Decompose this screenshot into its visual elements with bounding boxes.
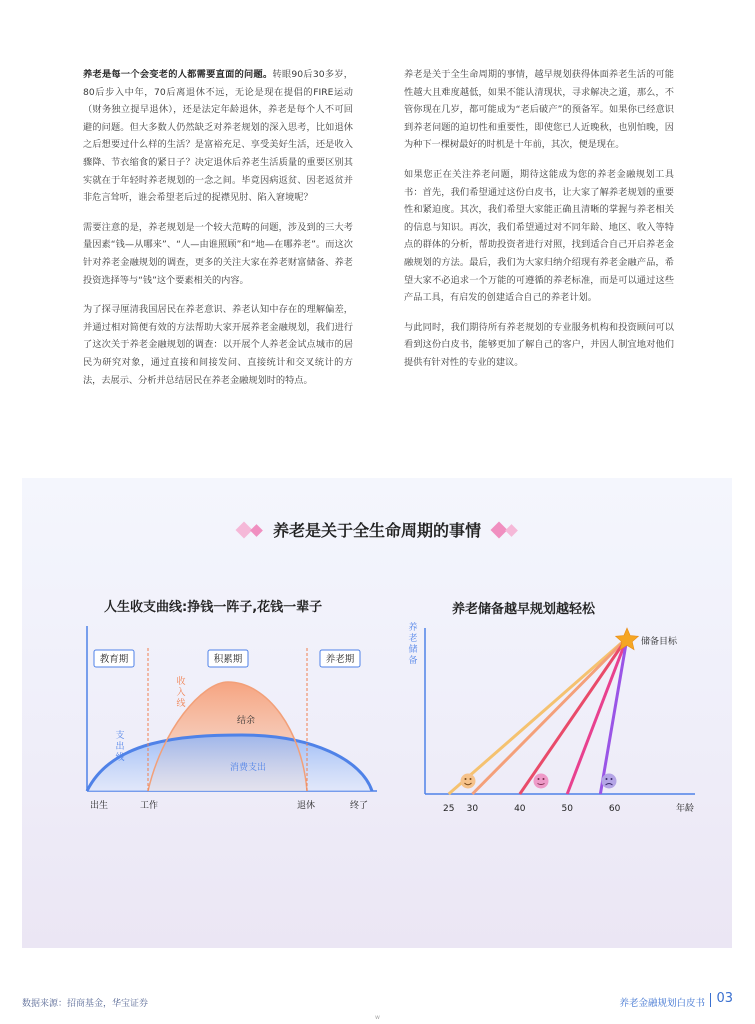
x-ticks [443,804,621,814]
chart2-y-label: 养老储备 [408,623,418,666]
x-label-end: 终了 [349,801,369,811]
x-label-birth: 出生 [89,801,109,811]
target-label: 储备目标 [641,637,678,647]
planning-line-50 [567,638,627,794]
income-line-label: 收入线 [176,677,186,709]
lead-sentence: 养老是每一个会变老的人都需要直面的问题。 [83,69,273,80]
planning-age-chart [397,620,717,820]
intro-column-left [83,66,353,401]
paragraph-3: 为了探寻厘清我国居民在养老意识、养老认知中存在的理解偏差，并通过相对简便有效的方法帮助大家开展养老金融规划，我们进行了这次关于养老金融规划的调查：以开展个人养老金试点城市的居民为研究对象，通过直接和间接发问、直接统计和交叉统计的方法，去展示、分析并总结居民在养老金融规划时的特点。 [83,304,353,386]
section-heading [22,518,732,541]
phase-accumulation: 积累期 [213,654,243,665]
intro-column-right [404,66,674,384]
heading-text: 养老是关于全生命周期的事情 [272,521,481,540]
diamond-right-icon-2 [505,524,518,537]
chart2-title: 养老储备越早规划越轻松 [452,602,596,617]
planning-line-25 [449,638,627,794]
footer-divider [710,993,711,1007]
phase-retirement: 养老期 [325,654,355,665]
phase-education: 教育期 [99,654,129,665]
x-tick-60: 60 [608,804,621,814]
paragraph-6: 与此同时，我们期待所有养老规划的专业服务机构和投资顾问可以看到这份白皮书，能够更加了解自己的客户，并因人制宜地对他们提供有针对性的专业的建议。 [404,321,674,368]
paragraph-1 [83,66,353,207]
x-tick-30: 30 [466,804,479,814]
page-number: 03 [716,991,733,1006]
diamond-left-icon-2 [251,524,264,537]
footer-mark: w [375,1014,380,1021]
neutral-face-icon [534,774,549,789]
paragraph-5: 如果您正在关注养老问题，期待这能成为您的养老金融规划工具书：首先，我们希望通过这份白皮书，让大家了解养老规划的重要性和紧迫度。其次，我们希望大家能正确且清晰的掌握与养老相关的信息与知识。再次，我们希望通过对不同年龄、地区、收入等特点的群体的分析，帮助投资者进行对照，找到适合自己开启养老金融规划的方法。最后，我们为大家归纳介绍现有养老金融产品，希望大家不必追求一个万能的可遵循的养老标准，而是可以通过这些产品工具，有启发的创建适合自己的养老计划。 [404,168,674,304]
consumption-label: 消费支出 [229,763,267,773]
x-label-retire: 退休 [296,801,316,811]
income-expense-chart [72,620,392,820]
footer-doc-title: 养老金融规划白皮书 [619,998,705,1009]
surplus-label: 结余 [236,716,256,726]
chart2-x-label: 年龄 [675,804,695,814]
expense-line-label: 支出线 [115,731,125,763]
happy-face-icon [461,774,476,789]
paragraph-1-body: 转眼90后30多岁，80后步入中年，70后离退休不远，无论是现在提倡的FIRE运动（财务独立提早退休），还是法定年龄退休，养老是每个人不可回避的问题。但大多数人仍然缺乏对养老规划的深入思考，比如退休之后想要过什么样的生活？是富裕充足、享受美好生活，还是收入骤降、节衣缩食的紧日子？决定退休后养老生活质量的重要区别其实就在于年轻时养老规划的一念之间。毕竟因病返贫、因老返贫并非危言耸听，谁会希望老后过的捉襟见肘、陷入窘境呢？ [83,69,353,204]
sad-face-icon [602,774,617,789]
x-tick-25: 25 [442,804,455,814]
planning-lines [449,638,627,794]
x-label-work: 工作 [139,801,159,811]
x-tick-40: 40 [514,804,526,814]
paragraph-2: 需要注意的是，养老规划是一个较大范畴的问题，涉及到的三大考量因素“钱—从哪来”、“人—由谁照顾”和“地—在哪养老”。而这次针对养老金融规划的调查，更多的关注大家在养老财富储备、养老投资选择等与“钱”这个要素相关的内容。 [83,221,353,286]
x-tick-50: 50 [561,804,573,814]
paragraph-4: 养老是关于全生命周期的事情，越早规划获得体面养老生活的可能性越大且难度越低，如果不能认清现状，寻求解决之道，那么，不管你现在几岁，都可能成为“老后破产”的预备军。如果你已经意识到养老问题的迫切性和重要性，即使您已人近晚秋，也别怕晚，因为种下一棵树最好的时机是十年前，其次，便是现在。 [404,69,674,151]
data-source: 数据来源：招商基金，华宝证券 [22,999,149,1009]
lifecycle-infographic [22,478,732,948]
chart1-title: 人生收支曲线:挣钱一阵子,花钱一辈子 [104,600,323,615]
